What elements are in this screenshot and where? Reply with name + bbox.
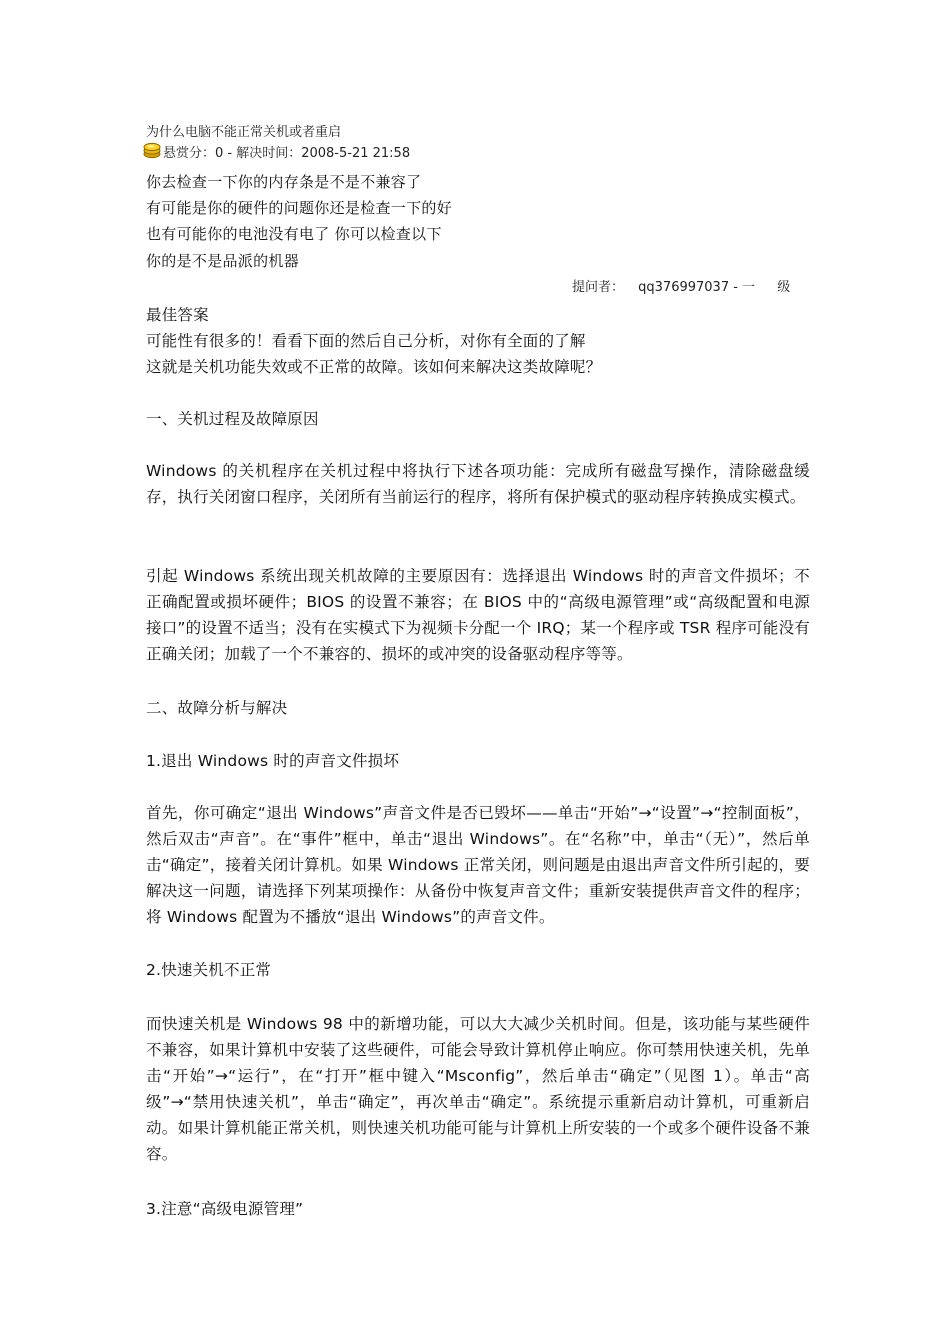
item-heading-text: 2.快速关机不正常 xyxy=(146,961,272,979)
paragraph-text: 而快速关机是 Windows 98 中的新增功能，可以大大减少关机时间。但是，该功能与某些硬件不兼容，如果计算机中安装了这些硬件，可能会导致计算机停止响应。你可禁用快速关机，先单击“开始”→“运行”，在“打开”框中键入“Msconfig”，然后单击“确定”（见图 1）。单击“高级”→“禁用快速关机”，单击“确定”，再次单击“确定”。系统提示重新启动计算机，可重新启动。如果计算机能正常关机，则快速关机功能可能与计算机上所安装的一个或多个硬件设备不兼容。 xyxy=(146,1015,810,1163)
asker-label: 提问者： xyxy=(572,280,625,295)
item-heading xyxy=(146,1196,810,1222)
section-heading xyxy=(146,695,810,721)
paragraph xyxy=(146,458,810,510)
asker-level: 级 xyxy=(777,280,791,295)
item-heading xyxy=(146,748,810,774)
paragraph-text: 引起 Windows 系统出现关机故障的主要原因有：选择退出 Windows 时的声音文件损坏；不正确配置或损坏硬件；BIOS 的设置不兼容；在 BIOS 中的“高级电源管理”或“高级配置和电源接口”的设置不适当；没有在实模式下为视频卡分配一个 IRQ；某一个程序或 TSR 程序可能没有正确关闭；加载了一个不兼容的、损坏的或冲突的设备驱动程序等等。 xyxy=(146,567,810,663)
section-heading-text: 一、关机过程及故障原因 xyxy=(146,410,319,428)
answer-intro: 这就是关机功能失效或不正常的故障。该如何来解决这类故障呢？ xyxy=(146,358,602,376)
section-heading-text: 二、故障分析与解决 xyxy=(146,699,288,717)
paragraph xyxy=(146,800,810,930)
paragraph-text: Windows 的关机程序在关机过程中将执行下述各项功能：完成所有磁盘写操作，清除磁盘缓存，执行关闭窗口程序，关闭所有当前运行的程序，将所有保护模式的驱动程序转换成实模式。 xyxy=(146,462,810,506)
question-line: 你的是不是品派的机器 xyxy=(146,252,300,270)
paragraph-text: 首先，你可确定“退出 Windows”声音文件是否已毁坏——单击“开始”→“设置”→“控制面板”，然后双击“声音”。在“事件”框中，单击“退出 Windows”。在“名称”中，单击“（无）”，然后单击“确定”，接着关闭计算机。如果 Windows 正常关闭，则问题是由退出声音文件所引起的，要解决这一问题，请选择下列某项操作：从备份中恢复声音文件；重新安装提供声音文件的程序；将 Windows 配置为不播放“退出 Windows”的声音文件。 xyxy=(146,804,810,926)
question-line: 也有可能你的电池没有电了 你可以检查以下 xyxy=(146,225,442,243)
question-line: 你去检查一下你的内存条是不是不兼容了 xyxy=(146,173,422,191)
paragraph xyxy=(146,563,810,667)
best-answer xyxy=(146,302,810,380)
asker-name[interactable]: qq376997037 - 一 xyxy=(638,280,756,295)
best-answer-heading: 最佳答案 xyxy=(146,306,209,324)
paragraph xyxy=(146,1011,810,1167)
item-heading-text: 1.退出 Windows 时的声音文件损坏 xyxy=(146,752,400,770)
asker-info xyxy=(572,276,790,295)
item-heading-text: 3.注意“高级电源管理” xyxy=(146,1200,304,1218)
section-heading xyxy=(146,406,810,432)
reward-info: 悬赏分：0 - 解决时间：2008-5-21 21:58 xyxy=(163,145,411,161)
question-meta xyxy=(143,140,410,162)
item-heading xyxy=(146,957,810,983)
answer-intro: 可能性有很多的！看看下面的然后自己分析，对你有全面的了解 xyxy=(146,332,586,350)
question-title: 为什么电脑不能正常关机或者重启 xyxy=(146,125,342,140)
coin-icon xyxy=(143,141,161,159)
question-line: 有可能是你的硬件的问题你还是检查一下的好 xyxy=(146,199,453,217)
